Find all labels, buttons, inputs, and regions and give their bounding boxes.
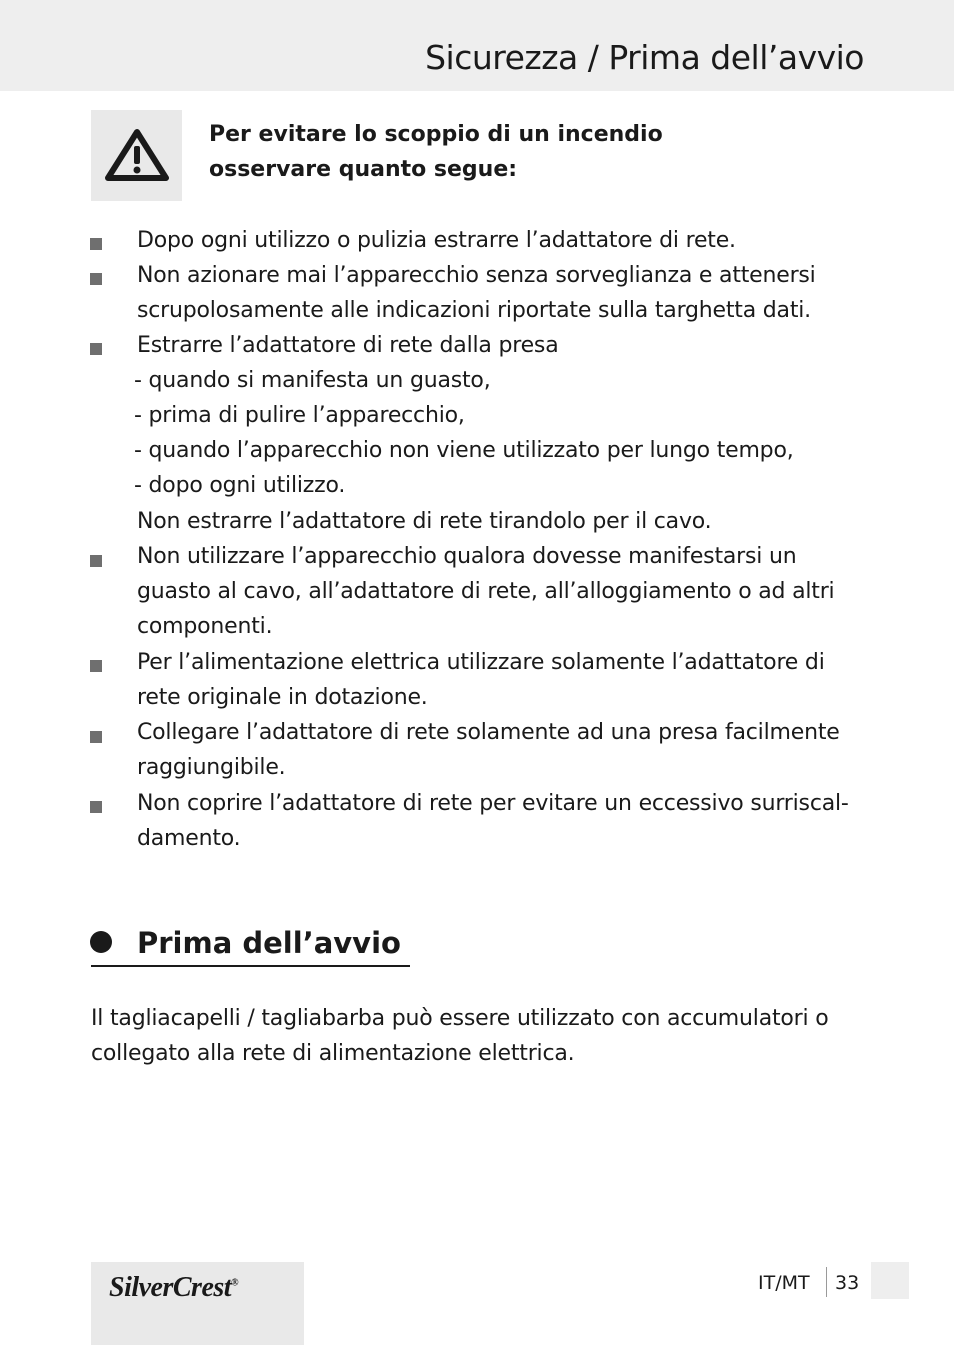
section-bullet-icon — [90, 931, 112, 953]
safety-text-line: Non coprire l’adattatore di rete per evitare un eccessivo surriscal- — [137, 791, 849, 816]
warning-heading-line: osservare quanto segue: — [209, 157, 518, 182]
safety-text-line: raggiungibile. — [137, 755, 286, 780]
footer-tab — [871, 1262, 909, 1299]
safety-text-line: Non utilizzare l’apparecchio qualora dovesse manifestarsi un — [137, 544, 797, 569]
sub-list-text: dopo ogni utilizzo. — [148, 473, 346, 498]
footer-language: IT/MT — [758, 1272, 810, 1294]
section-underline — [91, 965, 410, 967]
safety-text-line: Per l’alimentazione elettrica utilizzare solamente l’adattatore di — [137, 650, 825, 675]
safety-text-line: guasto al cavo, all’adattatore di rete, all’alloggiamento o ad altri — [137, 579, 835, 604]
brand-name: SilverCrest — [109, 1272, 232, 1303]
sub-list-item: - dopo ogni utilizzo. — [134, 473, 346, 498]
bullet-marker — [90, 273, 102, 285]
safety-text-line: Non estrarre l’adattatore di rete tirandolo per il cavo. — [137, 509, 712, 534]
safety-text-line: componenti. — [137, 614, 273, 639]
brand-logo — [91, 1262, 304, 1345]
footer-divider — [826, 1267, 827, 1297]
registered-mark: ® — [231, 1277, 239, 1289]
bullet-marker — [90, 801, 102, 813]
safety-text-line: scrupolosamente alle indicazioni riportate sulla targhetta dati. — [137, 298, 811, 323]
safety-text-line: damento. — [137, 826, 241, 851]
sub-list-text: quando si manifesta un guasto, — [148, 368, 491, 393]
bullet-marker — [90, 343, 102, 355]
page-number: 33 — [835, 1272, 860, 1294]
safety-text-line: Estrarre l’adattatore di rete dalla presa — [137, 333, 559, 358]
section-title: Prima dell’avvio — [137, 926, 401, 960]
sub-list-item: - quando si manifesta un guasto, — [134, 368, 491, 393]
bullet-marker — [90, 731, 102, 743]
brand-logo-text — [109, 1272, 238, 1304]
sub-list-text: prima di pulire l’apparecchio, — [148, 403, 465, 428]
safety-text-line: Non azionare mai l’apparecchio senza sorveglianza e attenersi — [137, 263, 816, 288]
warning-triangle-icon — [103, 126, 171, 182]
safety-text-line: Dopo ogni utilizzo o pulizia estrarre l’adattatore di rete. — [137, 228, 736, 253]
warning-box — [91, 110, 182, 201]
sub-list-item: - prima di pulire l’apparecchio, — [134, 403, 465, 428]
bullet-marker — [90, 238, 102, 250]
warning-heading — [209, 117, 769, 187]
sub-list-item: - quando l’apparecchio non viene utilizzato per lungo tempo, — [134, 438, 794, 463]
page-title: Sicurezza / Prima dell’avvio — [425, 38, 864, 77]
bullet-marker — [90, 660, 102, 672]
safety-text-line: Collegare l’adattatore di rete solamente ad una presa facilmente — [137, 720, 840, 745]
warning-heading-line: Per evitare lo scoppio di un incendio — [209, 122, 663, 147]
bullet-marker — [90, 555, 102, 567]
body-paragraph: Il tagliacapelli / tagliabarba può essere utilizzato con accumulatori o collegato alla rete di alimentazione elettrica. — [91, 1006, 829, 1066]
sub-list-text: quando l’apparecchio non viene utilizzato per lungo tempo, — [148, 438, 794, 463]
safety-text-line: rete originale in dotazione. — [137, 685, 428, 710]
